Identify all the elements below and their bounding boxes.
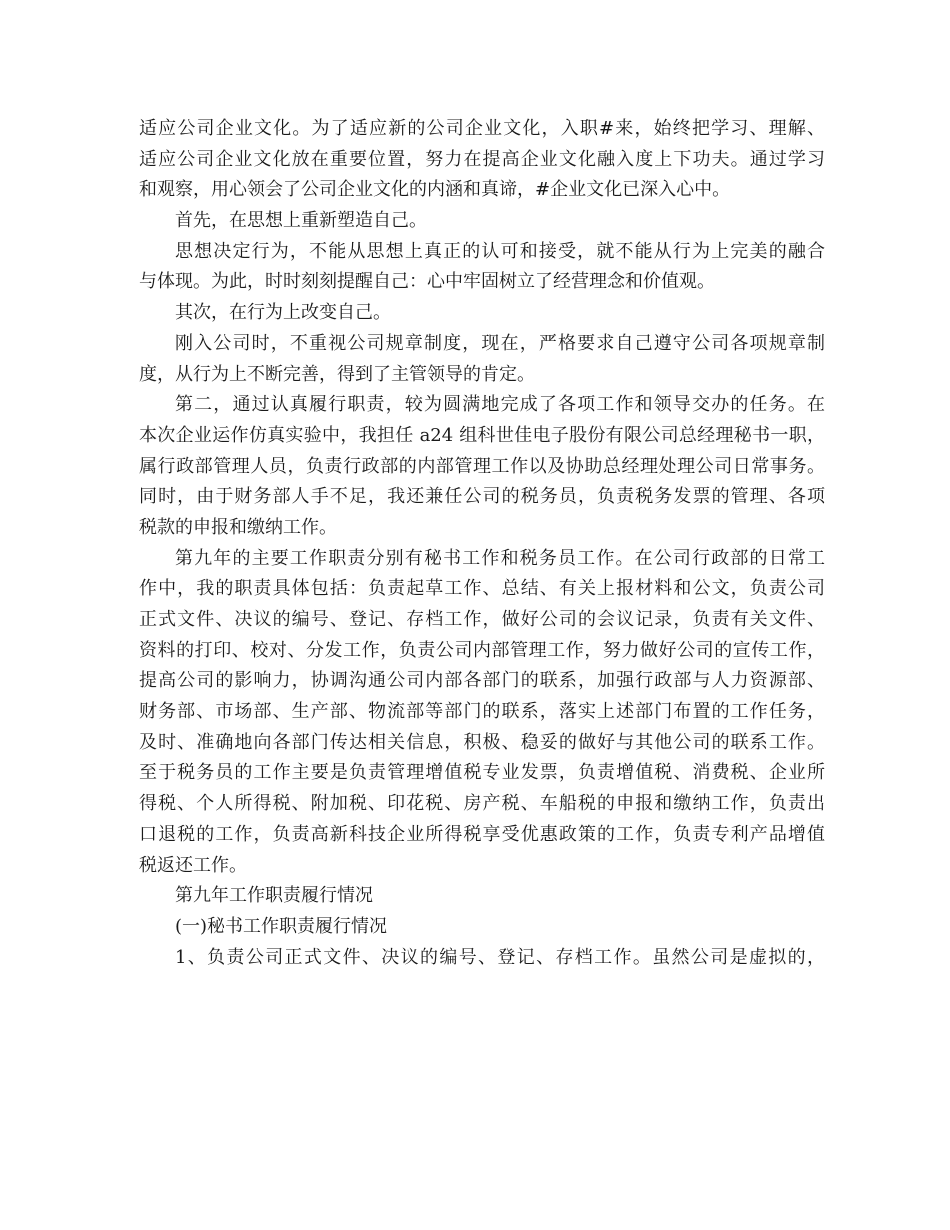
text-line: 口退税的工作，负责高新科技企业所得税享受优惠政策的工作，负责专利产品增值 — [139, 823, 825, 845]
text-line: 资料的打印、校对、分发工作，负责公司内部管理工作，努力做好公司的宣传工作， — [139, 639, 825, 661]
text-line: 及时、准确地向各部门传达相关信息，积极、稳妥的做好与其他公司的联系工作。 — [139, 731, 825, 753]
text-line: 得税、个人所得税、附加税、印花税、房产税、车船税的申报和缴纳工作，负责出 — [139, 793, 825, 815]
text-line: 税款的申报和缴纳工作。 — [139, 516, 337, 538]
text-line: 思想决定行为，不能从思想上真正的认可和接受，就不能从行为上完美的融合 — [175, 240, 825, 262]
text-line: 税返还工作。 — [139, 854, 247, 876]
text-line: 第九年的主要工作职责分别有秘书工作和税务员工作。在公司行政部的日常工 — [175, 547, 825, 569]
text-line: (一)秘书工作职责履行情况 — [175, 915, 388, 937]
document-body — [139, 114, 825, 973]
text-line: 第九年工作职责履行情况 — [175, 885, 373, 907]
text-line: 正式文件、决议的编号、登记、存档工作，做好公司的会议记录，负责有关文件、 — [139, 609, 825, 630]
text-line: 适应公司企业文化放在重要位置，努力在提高企业文化融入度上下功夫。通过学习 — [139, 148, 825, 170]
text-line: 度，从行为上不断完善，得到了主管领导的肯定。 — [139, 363, 535, 385]
text-line: 适应公司企业文化。为了适应新的公司企业文化，入职#来，始终把学习、理解、 — [139, 118, 825, 139]
text-line: 和观察，用心领会了公司企业文化的内涵和真谛，#企业文化已深入心中。 — [139, 179, 731, 201]
text-line: 财务部、市场部、生产部、物流部等部门的联系，落实上述部门布置的工作任务， — [139, 701, 825, 723]
text-line: 其次，在行为上改变自己。 — [175, 302, 391, 324]
text-line: 首先，在思想上重新塑造自己。 — [175, 210, 427, 232]
text-line: 属行政部管理人员，负责行政部的内部管理工作以及协助总经理处理公司日常事务。 — [139, 455, 825, 477]
text-line: 至于税务员的工作主要是负责管理增值税专业发票，负责增值税、消费税、企业所 — [139, 762, 825, 784]
text-line: 本次企业运作仿真实验中，我担任 a24 组科世佳电子股份有限公司总经理秘书一职， — [139, 424, 825, 446]
text-line: 1、负责公司正式文件、决议的编号、登记、存档工作。虽然公司是虚拟的， — [175, 946, 825, 968]
text-line: 提高公司的影响力，协调沟通公司内部各部门的联系，加强行政部与人力资源部、 — [139, 670, 825, 692]
text-line: 同时，由于财务部人手不足，我还兼任公司的税务员，负责税务发票的管理、各项 — [139, 486, 825, 508]
text-line: 刚入公司时，不重视公司规章制度，现在，严格要求自己遵守公司各项规章制 — [175, 332, 825, 354]
text-line: 作中，我的职责具体包括：负责起草工作、总结、有关上报材料和公文，负责公司 — [139, 578, 825, 600]
text-line: 第二，通过认真履行职责，较为圆满地完成了各项工作和领导交办的任务。在 — [175, 394, 825, 416]
text-line: 与体现。为此，时时刻刻提醒自己：心中牢固树立了经营理念和价值观。 — [139, 271, 715, 293]
